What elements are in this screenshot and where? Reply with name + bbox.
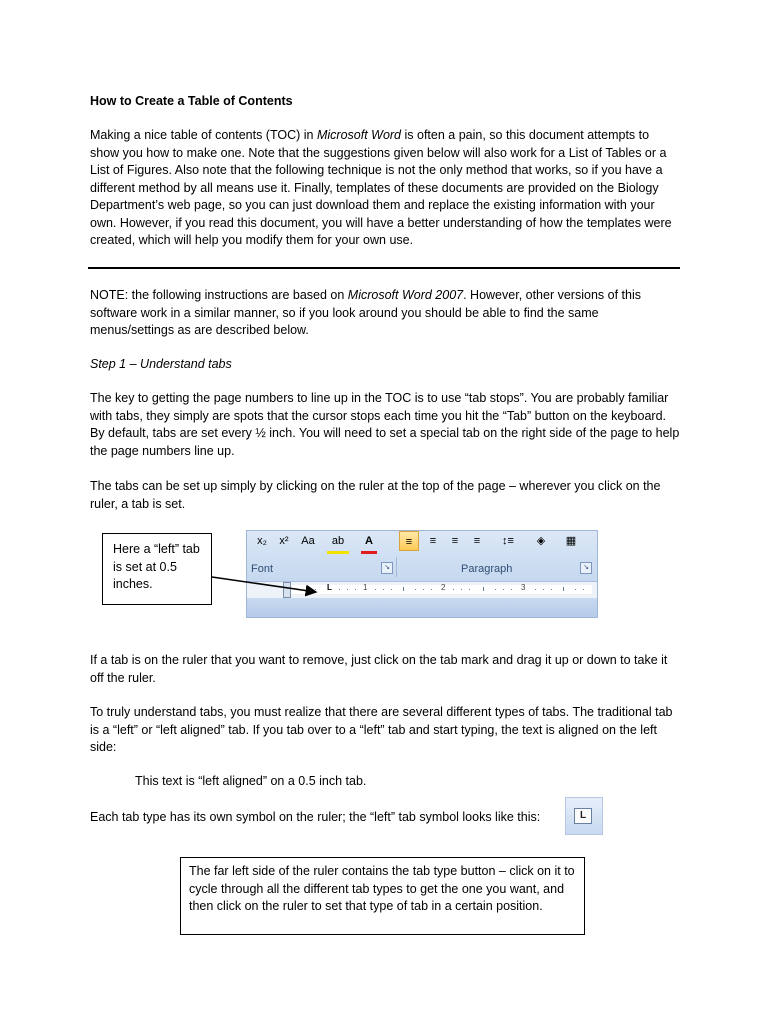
document-title: How to Create a Table of Contents (90, 94, 293, 108)
example-left-aligned-line: This text is “left aligned” on a 0.5 inch tab. (135, 774, 367, 788)
ruler-number: 2 (441, 583, 446, 592)
ruler-dot (355, 589, 356, 590)
ruler-dot (375, 589, 376, 590)
ruler-dot (575, 589, 576, 590)
ruler-dot (551, 589, 552, 590)
ruler-number: 1 (363, 583, 368, 592)
ruler-dot (347, 589, 348, 590)
tab-stop-marker: L (327, 583, 332, 592)
subscript-icon: x₂ (257, 535, 267, 547)
ruler-text-area (287, 585, 592, 594)
ruler-dot (461, 589, 462, 590)
ruler-dot (423, 589, 424, 590)
word-emphasis: Microsoft Word (316, 128, 402, 142)
tab-type-button-callout: The far left side of the ruler contains the tab type button – click on it to cycle through all the different tab types to get the one you want, and then click on the ruler to set that type of tab in a certain position. (180, 857, 585, 935)
group-separator (396, 557, 397, 577)
font-color-icon: A (361, 531, 377, 554)
ruler-dot (383, 589, 384, 590)
ruler-tick (403, 587, 404, 591)
horizontal-rule (88, 267, 680, 269)
ruler-dot (391, 589, 392, 590)
paragraph-dialog-launcher-icon: ↘ (580, 562, 592, 574)
ribbon-lower-band (247, 598, 597, 618)
intro-paragraph: Making a nice table of contents (TOC) in Microsoft Word is often a pain, so this document attempts to show you how to make one. Note that the suggestions given below will also work for a List of Tables or a List of Figures. Also note that the following technique is not the only method that works, so if you have a different method by all means use it. Finally, templates of these documents are provided on the Biology Department’s web page, so you can just download them and replace the existing information with your own. However, if you read this document, you will have a better understanding of how the templates were created, which will help you modify them for your own use. (90, 128, 672, 247)
ruler-dot (431, 589, 432, 590)
align-left-icon: ≡ (399, 531, 419, 551)
justify-icon: ≡ (473, 535, 481, 547)
font-group-label: Font (251, 563, 274, 575)
ruler-dot (583, 589, 584, 590)
remove-tab-paragraph: If a tab is on the ruler that you want to remove, just click on the tab mark and drag it up or down to take it off the ruler. (90, 653, 668, 685)
font-dialog-launcher-icon: ↘ (381, 562, 393, 574)
ruler-dot (543, 589, 544, 590)
ruler-dot (511, 589, 512, 590)
ruler-tick (563, 587, 564, 591)
shading-icon: ◈ (536, 535, 546, 547)
ruler-paragraph: The tabs can be set up simply by clicking on the ruler at the top of the page – wherever you click on the ruler, a tab is set. (90, 479, 661, 511)
paragraph-group-label: Paragraph (461, 563, 513, 575)
align-right-icon: ≡ (451, 535, 459, 547)
ruler-dot (503, 589, 504, 590)
ruler-dot (339, 589, 340, 590)
tab-symbol-paragraph: Each tab type has its own symbol on the ruler; the “left” tab symbol looks like this: (90, 810, 541, 824)
ruler-dot (307, 589, 308, 590)
indent-marker-icon (283, 582, 291, 598)
ruler-dot (469, 589, 470, 590)
line-spacing-icon: ↕≡ (502, 535, 514, 547)
ruler-tick (483, 587, 484, 591)
ruler-dot (415, 589, 416, 590)
ruler-number: 3 (521, 583, 526, 592)
highlight-icon: ab (327, 531, 349, 554)
ruler (247, 581, 597, 599)
ruler-dot (535, 589, 536, 590)
tab-types-paragraph: To truly understand tabs, you must realize that there are several different types of tabs. The traditional tab is a “left” or “left aligned” tab. If you tab over to a “left” tab and start typing, the text is aligned on the left side: (90, 705, 673, 754)
note-paragraph: NOTE: the following instructions are based on Microsoft Word 2007. However, other versions of this software work in a similar manner, so if you look around you should be able to find the same menus/settings as are described below. (90, 288, 641, 337)
left-tab-glyph: L (574, 808, 592, 824)
ruler-dot (453, 589, 454, 590)
align-center-icon: ≡ (429, 535, 437, 547)
tabs-paragraph: The key to getting the page numbers to line up in the TOC is to use “tab stops”. You are probably familiar with tabs, they simply are spots that the cursor stops each time you hit the “Tab” button on the keyboard. By default, tabs are set every ½ inch. You will need to set a special tab on the right side of the page to help the page numbers line up. (90, 391, 680, 458)
word-version-emphasis: Microsoft Word 2007 (347, 288, 464, 302)
left-tab-symbol-icon (565, 797, 603, 835)
ribbon-screenshot (246, 530, 598, 618)
left-tab-callout: Here a “left” tab is set at 0.5 inches. (102, 533, 212, 605)
step-heading: Step 1 – Understand tabs (90, 357, 232, 371)
superscript-icon: x² (279, 535, 289, 547)
ruler-dot (495, 589, 496, 590)
borders-icon: ▦ (565, 535, 577, 547)
change-case-icon: Aa (301, 535, 315, 547)
ruler-dot (315, 589, 316, 590)
